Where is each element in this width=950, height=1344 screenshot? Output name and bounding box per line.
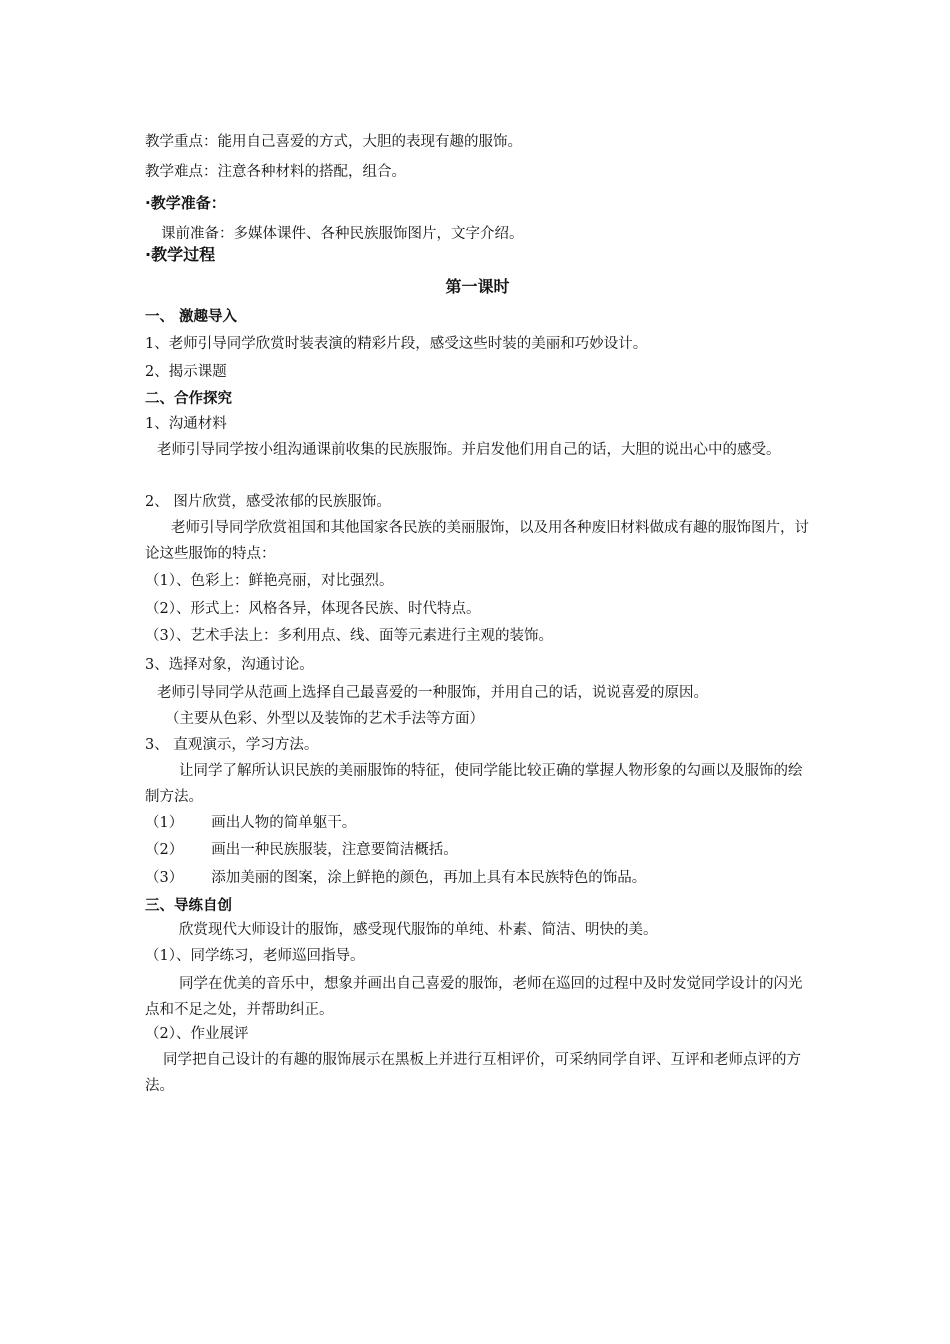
s2-step-3-text: 添加美丽的图案，涂上鲜艳的颜色，再加上具有本民族特色的饰品。: [211, 870, 647, 886]
s3-point-1: （1）、同学练习，老师巡回指导。: [145, 948, 365, 964]
s3-point-1-text: 同学在优美的音乐中，想象并画出自己喜爱的服饰，老师在巡回的过程中及时发觉同学设计的闪光点和不足之处，并帮助纠正。: [145, 976, 803, 1018]
prep-text: 课前准备：多媒体课件、各种民族服饰图片，文字介绍。: [161, 226, 524, 242]
s3-text-1: 欣赏现代大师设计的服饰，感受现代服饰的单纯、朴素、简洁、明快的美。: [179, 922, 658, 938]
s2-item-1: 1、沟通材料: [145, 416, 227, 432]
s2-step-1: [145, 813, 810, 833]
s2-step-2-number: （2）: [145, 842, 184, 858]
s2-step-3-number: （3）: [145, 870, 184, 886]
process-heading: ·教学过程: [145, 245, 216, 264]
s2-step-1-number: （1）: [145, 815, 184, 831]
lesson-title: 第一课时: [445, 277, 510, 296]
s2-item-4-text: 让同学了解所认识民族的美丽服饰的特征，使同学能比较正确的掌握人物形象的勾画以及服饰的绘制方法。: [145, 763, 803, 805]
s2-item-1-text: 老师引导同学按小组沟通课前收集的民族服饰。并启发他们用自己的话，大胆的说出心中的感受。: [157, 442, 781, 458]
s2-item-3-text: 老师引导同学从范画上选择自己最喜爱的一种服饰，并用自己的话，说说喜爱的原因。: [157, 685, 708, 701]
s3-point-2-text: 同学把自己设计的有趣的服饰展示在黑板上并进行互相评价，可采纳同学自评、互评和老师点评的方法。: [145, 1052, 801, 1094]
s2-item-2-text: 老师引导同学欣赏祖国和其他国家各民族的美丽服饰，以及用各种废旧材料做成有趣的服饰图片，讨论这些服饰的特点：: [145, 520, 809, 562]
s2-step-2: [145, 840, 810, 860]
s2-step-3: [145, 868, 810, 888]
s2-item-4: 3、 直观演示，学习方法。: [145, 737, 319, 753]
s2-item-3-note: （主要从色彩、外型以及装饰的艺术手法等方面）: [165, 711, 484, 727]
section-2-heading: 二、合作探究: [145, 391, 232, 407]
s2-step-1-text: 画出人物的简单躯干。: [211, 815, 357, 831]
s1-item-1: 1、老师引导同学欣赏时装表演的精彩片段，感受这些时装的美丽和巧妙设计。: [145, 336, 648, 352]
s2-item-2: 2、 图片欣赏，感受浓郁的民族服饰。: [145, 494, 391, 510]
s2-step-2-text: 画出一种民族服装，注意要简洁概括。: [211, 842, 458, 858]
difficult-point: 教学难点：注意各种材料的搭配，组合。: [145, 164, 406, 180]
prep-heading: ·教学准备：: [145, 194, 226, 212]
s2-point-3: （3）、艺术手法上：多利用点、线、面等元素进行主观的装饰。: [145, 628, 553, 644]
s2-point-2: （2）、形式上：风格各异，体现各民族、时代特点。: [145, 601, 481, 617]
s2-point-1: （1）、色彩上：鲜艳亮丽，对比强烈。: [145, 573, 394, 589]
s1-item-2: 2、揭示课题: [145, 364, 227, 380]
section-3-heading: 三、导练自创: [145, 898, 232, 914]
s2-item-3: 3、选择对象，沟通讨论。: [145, 657, 314, 673]
section-1-heading: 一、 激趣导入: [145, 309, 238, 325]
key-point: 教学重点：能用自己喜爱的方式，大胆的表现有趣的服饰。: [145, 134, 522, 150]
s3-point-2: （2）、作业展评: [145, 1026, 249, 1042]
